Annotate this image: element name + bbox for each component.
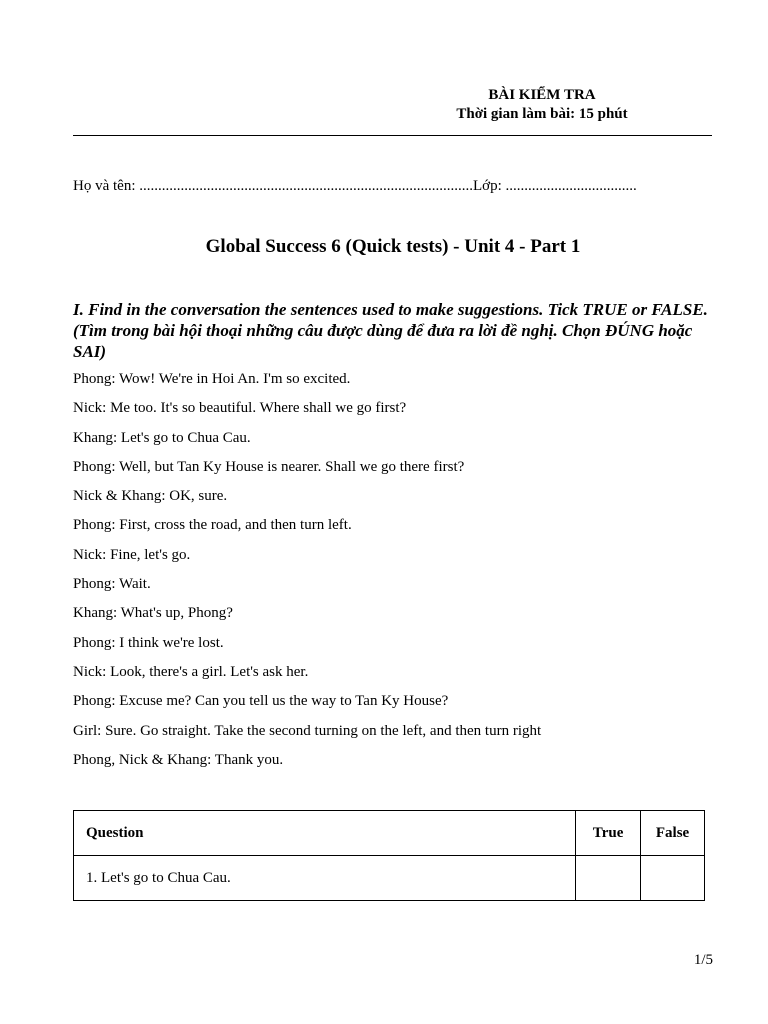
test-header xyxy=(400,86,684,124)
true-column-header: True xyxy=(576,811,641,856)
test-title: BÀI KIỂM TRA xyxy=(488,87,596,103)
dialogue-line: Phong, Nick & Khang: Thank you. xyxy=(73,751,284,768)
dialogue-line: Nick: Me too. It's so beautiful. Where shall we go first? xyxy=(73,400,407,417)
question-cell: 1. Let's go to Chua Cau. xyxy=(74,856,576,901)
dialogue-line: Phong: Excuse me? Can you tell us the way to Tan Ky House? xyxy=(73,693,449,710)
table-row xyxy=(74,856,705,901)
dialogue-line: Khang: What's up, Phong? xyxy=(73,605,233,622)
true-answer-cell[interactable] xyxy=(576,856,641,901)
dialogue-line: Phong: Well, but Tan Ky House is nearer. Shall we go there first? xyxy=(73,458,465,475)
dialogue-list xyxy=(73,369,713,779)
table-header-row xyxy=(74,811,705,856)
dialogue-line: Phong: Wait. xyxy=(73,576,151,593)
dialogue-line: Phong: First, cross the road, and then turn left. xyxy=(73,517,352,534)
student-info-line: Họ và tên: .........................................................................................Lớp: ................................... xyxy=(73,178,637,194)
dialogue-line: Khang: Let's go to Chua Cau. xyxy=(73,429,251,446)
document-title: Global Success 6 (Quick tests) - Unit 4 - Part 1 xyxy=(205,236,581,257)
true-false-table xyxy=(73,810,705,901)
section-instruction: I. Find in the conversation the sentences used to make suggestions. Tick TRUE or FALSE. (Tìm trong bài hội thoại những câu được dùng để đưa ra lời đề nghị. Chọn ĐÚNG hoặc SAI) xyxy=(73,300,708,361)
false-answer-cell[interactable] xyxy=(641,856,705,901)
header-divider xyxy=(73,135,712,136)
page-number: 1/5 xyxy=(693,952,713,968)
dialogue-line: Phong: Wow! We're in Hoi An. I'm so excited. xyxy=(73,371,351,387)
dialogue-line: Nick & Khang: OK, sure. xyxy=(73,488,228,505)
test-duration: Thời gian làm bài: 15 phút xyxy=(456,106,628,122)
dialogue-line: Phong: I think we're lost. xyxy=(73,634,224,651)
dialogue-line: Nick: Fine, let's go. xyxy=(73,546,191,563)
dialogue-line: Girl: Sure. Go straight. Take the second turning on the left, and then turn right xyxy=(73,722,542,739)
dialogue-line: Nick: Look, there's a girl. Let's ask her. xyxy=(73,663,309,680)
false-column-header: False xyxy=(641,811,705,856)
question-column-header: Question xyxy=(74,811,576,856)
